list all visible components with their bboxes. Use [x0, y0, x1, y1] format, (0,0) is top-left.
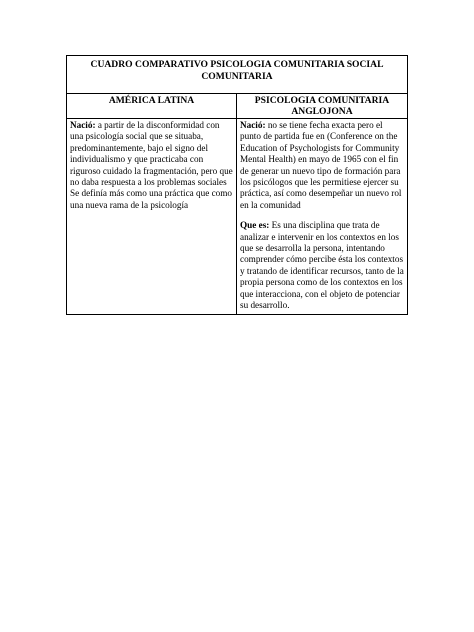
origin-label: Nació:: [240, 120, 266, 130]
table-title: CUADRO COMPARATIVO PSICOLOGIA COMUNITARIA SOCIAL COMUNITARIA: [67, 56, 407, 94]
table-header-row: [67, 94, 407, 119]
anglo-origin: [240, 120, 404, 211]
origin-text: no se tiene fecha exacta pero el punto de partida fue en (Conference on the Education of Psychologists for Community Mental Health) en mayo de 1965 con el fin de generar un nuevo tipo de formación para los psicólogos que les permitiese ejercer su práctica, así como desempeñar un nuevo rol en la comunidad: [240, 120, 402, 210]
paragraph-spacer: [240, 211, 404, 220]
column-header-latin-america: AMÉRICA LATINA: [67, 94, 237, 118]
what-text: Es una disciplina que trata de analizar e intervenir en los contextos en los que se desarrolla la persona, intentando comprender cómo percibe ésta los contextos y tratando de identificar recursos, tanto de la propia persona como de los contextos en los que interacciona, con el objeto de potenciar su desarrollo.: [240, 220, 404, 311]
anglo-cell: [237, 119, 407, 314]
latin-america-origin: [70, 120, 233, 188]
comparison-table: [66, 55, 408, 315]
column-header-anglo: PSICOLOGIA COMUNITARIA ANGLOJONA: [254, 95, 390, 117]
latin-america-cell: [67, 119, 237, 314]
what-label: Que es:: [240, 220, 270, 231]
latin-america-definition: Se definía más como una práctica que como una nueva rama de la psicología: [70, 188, 232, 210]
origin-label: Nació:: [70, 120, 96, 130]
anglo-definition: [240, 220, 404, 311]
table-body-row: [67, 119, 407, 314]
origin-text: a partir de la disconformidad con una psicología social que se situaba, predominantemente, bajo el signo del individualismo y que practicaba con riguroso cuidado la fragmentación, pero que no daba respuesta a los problemas sociales: [70, 120, 233, 188]
